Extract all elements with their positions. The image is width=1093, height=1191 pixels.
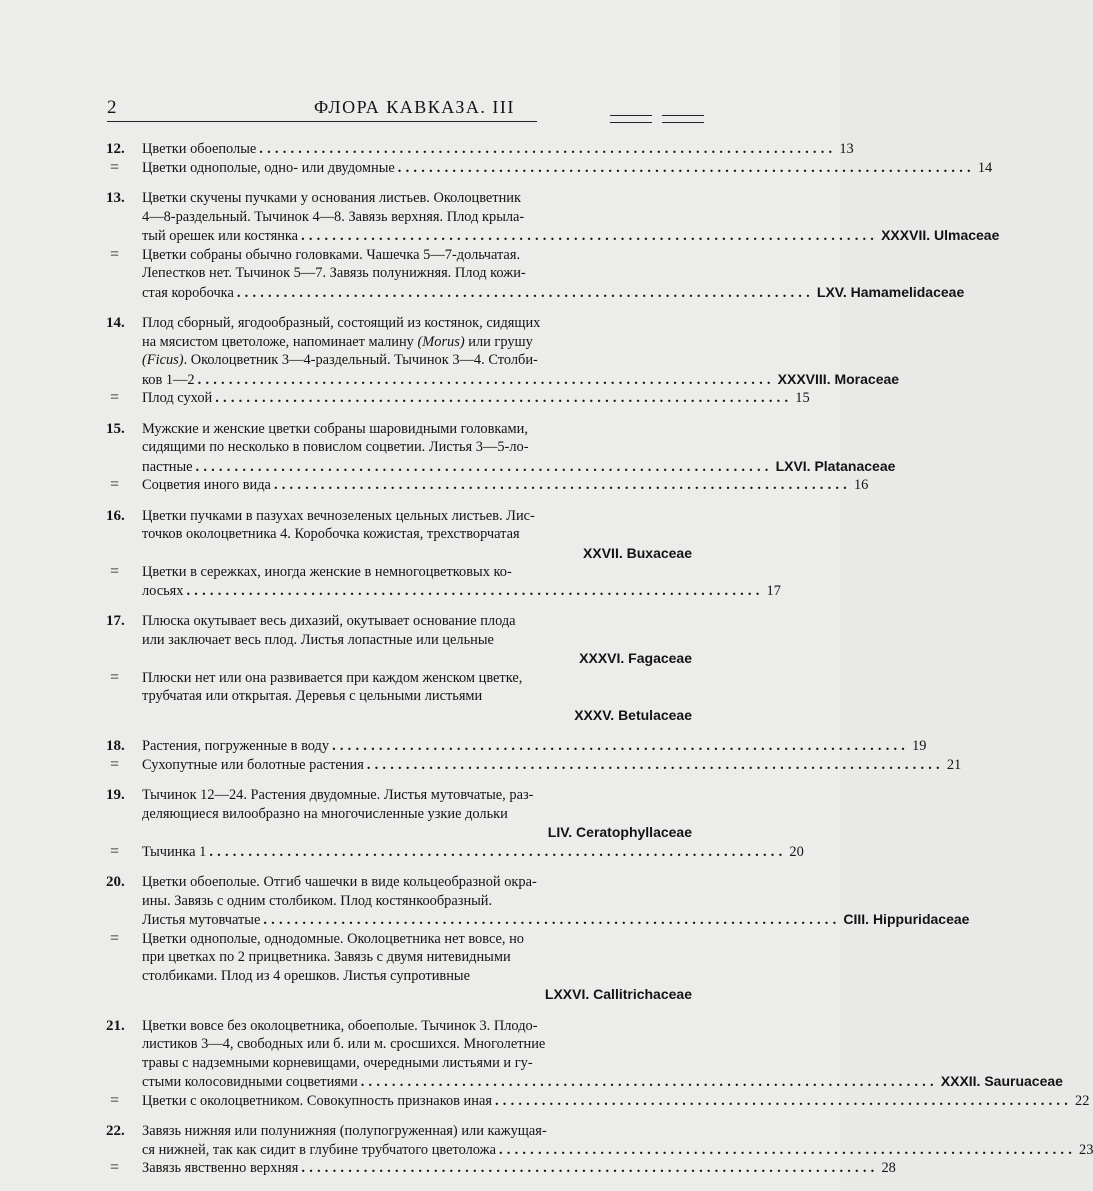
family-name[interactable]: XXXVI. Fagaceae [579, 650, 692, 666]
key-lead [106, 507, 692, 564]
key-couplet [106, 189, 1000, 302]
key-lead: 18. Растения, погруженные в воду .......................................................................... 19 [106, 738, 927, 754]
key-lead: 15. Мужские и женские цветки собраны шаровидными головками, сидящими по несколько в повислом соцветии. Листья 3—5-ло- пастные .......................................................................... LXVI. Platanaceae [106, 420, 896, 475]
couplet-number: 15. [106, 420, 125, 437]
key-lead: = Цветки с околоцветником. Совокупность признаков иная .......................................................................... 22 [110, 1091, 1090, 1109]
key-couplet [106, 612, 692, 725]
header-ornament [662, 122, 704, 123]
lead-text: ков 1—2 [142, 371, 195, 388]
alternative-mark: = [110, 842, 120, 860]
couplet-number: 16. [106, 507, 125, 524]
family-name[interactable]: XXXII. Sauruaceae [940, 1073, 1063, 1089]
lead-text: Соцветия иного вида [142, 477, 271, 493]
lead-text: Цветки вовсе без околоцветника, обоеполые. Тычинок 3. Плодо- [142, 1017, 538, 1034]
lead-target[interactable]: 22 [1075, 1092, 1090, 1109]
key-lead: = Цветки собраны обычно головками. Чашечка 5—7-дольчатая. Лепестков нет. Тычинок 5—7. Завязь полунижняя. Плод кожи- стая коробочка .......................................................................... LXV. Hamamelidaceae [110, 245, 965, 301]
genus-name: (Morus) [417, 333, 465, 350]
couplet-number: 12. [106, 141, 125, 157]
lead-text: Растения, погруженные в воду [142, 738, 330, 754]
header-ornament [662, 115, 704, 116]
key-lead: = Плод сухой .......................................................................... 15 [110, 389, 810, 406]
alternative-mark: = [110, 245, 120, 263]
family-name[interactable]: XXXV. Betulaceae [574, 706, 692, 723]
lead-text: Цветки однополые, однодомные. Околоцветника нет вовсе, но [142, 930, 524, 947]
running-title: ФЛОРА КАВКАЗА. III [314, 97, 515, 117]
lead-text-part: или грушу [464, 333, 533, 350]
header-ornament [610, 122, 652, 123]
couplet-number: 14. [106, 315, 125, 331]
couplet-number: 17. [106, 613, 125, 629]
lead-text [142, 333, 692, 352]
lead-target[interactable]: 19 [912, 738, 927, 754]
key-couplet [106, 1017, 1090, 1111]
alternative-mark: = [110, 158, 120, 176]
lead-text: при цветках по 2 прицветника. Завязь с двумя нитевидными [142, 949, 511, 965]
lead-text: Цветки собраны обычно головками. Чашечка 5—7-дольчатая. [142, 246, 521, 263]
lead-text: травы с надземными корневищами, очередными листьями и гу- [142, 1054, 533, 1071]
key-lead: = Цветки однополые, одно- или двудомные .......................................................................... 14 [110, 158, 993, 176]
lead-target[interactable]: 14 [977, 159, 993, 176]
key-lead: = Соцветия иного вида .......................................................................... 16 [110, 476, 869, 493]
lead-text: Цветки скучены пучками у основания листьев. Околоцветник [142, 190, 521, 206]
key-couplet [106, 420, 896, 495]
family-name[interactable]: LXXVI. Callitrichaceae [544, 986, 692, 1002]
key-lead: 20. Цветки обоеполые. Отгиб чашечки в виде кольцеобразной окра- ины. Завязь с одним столбиком. Плод костянкообразный. Листья мутовчатые .......................................................................... CIII. Hippuridaceae [106, 874, 970, 928]
header-ornament [610, 115, 652, 116]
lead-target[interactable]: 28 [881, 1160, 896, 1176]
family-name[interactable]: LXV. Hamamelidaceae [816, 283, 965, 300]
lead-text-part: на мясистом цветоложе, напоминает малину [142, 333, 418, 350]
page-number: 2 [107, 97, 117, 118]
lead-text: Цветки с околоцветником. Совокупность признаков иная [142, 1092, 492, 1109]
key-couplet [106, 314, 900, 408]
lead-text: лосьях [142, 582, 184, 599]
lead-text: ины. Завязь с одним столбиком. Плод костянкообразный. [142, 892, 493, 909]
lead-target[interactable]: 20 [789, 843, 804, 860]
lead-text: Плюски нет или она развивается при каждом женском цветке, [142, 669, 523, 686]
lead-target[interactable]: 13 [839, 141, 854, 157]
lead-text-part: . Околоцветник 3—4-раздельный. Тычинок 3—4. Столби- [183, 352, 538, 368]
key-lead [106, 786, 692, 843]
identification-key [106, 140, 1093, 1190]
lead-text: точков околоцветника 4. Коробочка кожистая, трехстворчатая [142, 526, 520, 542]
lead-text: Сухопутные или болотные растения [142, 756, 364, 773]
couplet-number: 13. [106, 190, 125, 206]
key-lead [106, 669, 692, 726]
key-couplet [106, 140, 993, 177]
lead-text: Мужские и женские цветки собраны шаровидными головками, [142, 420, 528, 437]
key-lead [106, 612, 692, 669]
header-rule [107, 121, 537, 122]
couplet-number: 18. [106, 738, 125, 754]
lead-target[interactable]: 17 [766, 582, 781, 599]
alternative-mark: = [110, 1091, 120, 1109]
lead-text: Цветки обоеполые [142, 141, 257, 157]
lead-text [142, 351, 692, 370]
key-couplet [106, 786, 804, 861]
key-couplet [106, 507, 781, 601]
family-name[interactable]: XXVII. Buxaceae [583, 544, 692, 561]
key-couplet [106, 873, 970, 1005]
couplet-number: 19. [106, 787, 125, 803]
key-couplet [106, 1122, 1093, 1178]
lead-text: тый орешек или костянка [142, 228, 299, 244]
lead-text: столбиками. Плод из 4 орешков. Листья супротивные [142, 967, 470, 984]
lead-text: Лепестков нет. Тычинок 5—7. Завязь полунижняя. Плод кожи- [142, 265, 526, 281]
lead-text: Цветки обоеполые. Отгиб чашечки в виде кольцеобразной окра- [142, 874, 537, 890]
alternative-mark: = [110, 755, 120, 773]
family-name[interactable]: XXXVII. Ulmaceae [881, 227, 1000, 243]
lead-target[interactable]: 15 [795, 390, 810, 406]
lead-text: деляющиеся вилообразно на многочисленные узкие дольки [142, 805, 508, 822]
key-lead [106, 930, 692, 1005]
lead-text: листиков 3—4, свободных или б. или м. сросшихся. Многолетние [142, 1036, 546, 1052]
lead-text: или заключает весь плод. Листья лопастные или цельные [142, 631, 494, 648]
key-lead: 12. Цветки обоеполые .......................................................................... 13 [106, 141, 854, 157]
page-header [107, 97, 697, 125]
genus-name: (Ficus) [142, 352, 184, 368]
lead-text: Цветки однополые, одно- или двудомные [142, 159, 395, 176]
family-name[interactable]: CIII. Hippuridaceae [843, 911, 970, 927]
lead-text: стая коробочка [142, 284, 234, 301]
lead-text: Листья мутовчатые [142, 912, 261, 928]
lead-text: Завязь нижняя или полунижняя (полупогруженная) или кажущая- [142, 1123, 547, 1139]
lead-text: Цветки в сережках, иногда женские в немногоцветковых ко- [142, 564, 512, 580]
key-lead: = Цветки в сережках, иногда женские в немногоцветковых ко- лосьях .......................................................................... 17 [110, 563, 781, 599]
alternative-mark: = [110, 1159, 120, 1176]
alternative-mark: = [110, 929, 120, 947]
family-name[interactable]: LIV. Ceratophyllaceae [547, 824, 692, 840]
lead-text: Цветки пучками в пазухах вечнозеленых цельных листьев. Лис- [142, 507, 535, 524]
alternative-mark: = [110, 563, 120, 580]
lead-target[interactable]: 16 [853, 477, 869, 493]
lead-text: Плод сборный, ягодообразный, состоящий из костянок, сидящих [142, 315, 541, 331]
family-name[interactable]: XXXVIII. Moraceae [777, 370, 900, 387]
lead-text: сидящими по несколько в повислом соцветии. Листья 3—5-ло- [142, 439, 529, 455]
key-couplet [106, 737, 962, 774]
alternative-mark: = [110, 476, 120, 493]
alternative-mark: = [110, 389, 120, 406]
alternative-mark: = [110, 668, 120, 686]
key-lead: 22. Завязь нижняя или полунижняя (полупогруженная) или кажущая- ся нижней, так как сидит в глубине трубчатого цветоложа .......................................................................... 23 [106, 1123, 1093, 1158]
lead-text: Завязь явственно верхняя [142, 1160, 299, 1176]
lead-target[interactable]: 21 [946, 756, 962, 773]
couplet-number: 22. [106, 1123, 125, 1139]
lead-text: Тычинка 1 [142, 843, 207, 860]
lead-text: 4—8-раздельный. Тычинок 4—8. Завязь верхняя. Плод крыла- [142, 208, 525, 225]
family-name[interactable]: LXVI. Platanaceae [775, 457, 896, 474]
key-lead: 21. Цветки вовсе без околоцветника, обоеполые. Тычинок 3. Плодо- листиков 3—4, свободных или б. или м. сросшихся. Многолетние травы с надземными корневищами, очередными листьями и гу- стыми колосовидными соцветиями .......................................................................... XXXII. Sauruaceae [106, 1017, 1063, 1090]
lead-text: трубчатая или открытая. Деревья с цельными листьями [142, 688, 483, 704]
key-lead: = Сухопутные или болотные растения .......................................................................... 21 [110, 755, 962, 773]
lead-target[interactable]: 23 [1079, 1141, 1093, 1158]
key-lead: 13. Цветки скучены пучками у основания листьев. Околоцветник 4—8-раздельный. Тычинок 4—8. Завязь верхняя. Плод крыла- тый орешек или костянка .......................................................................... XXXVII. Ulmaceae [106, 190, 1000, 244]
key-lead: = Завязь явственно верхняя .......................................................................... 28 [110, 1159, 896, 1176]
key-lead: 14. Плод сборный, ягодообразный, состоящий из костянок, сидящих на мясистом цветоложе, напоминает малину (Morus) или грушу (Ficus). Околоцветник 3—4-раздельный. Тычинок 3—4. Столби- ков 1—2 .......................................................................... XXXVIII. Moraceae [106, 315, 900, 388]
lead-text: Плюска окутывает весь дихазий, окутывает основание плода [142, 613, 516, 629]
lead-text: ся нижней, так как сидит в глубине трубчатого цветоложа [142, 1141, 496, 1158]
lead-text: Тычинок 12—24. Растения двудомные. Листья мутовчатые, раз- [142, 787, 534, 803]
lead-text: пастные [142, 458, 193, 475]
lead-text: стыми колосовидными соцветиями [142, 1074, 358, 1090]
couplet-number: 21. [106, 1017, 125, 1034]
key-lead: = Тычинка 1 .......................................................................... 20 [110, 842, 804, 860]
couplet-number: 20. [106, 874, 125, 890]
lead-text: Плод сухой [142, 390, 213, 406]
